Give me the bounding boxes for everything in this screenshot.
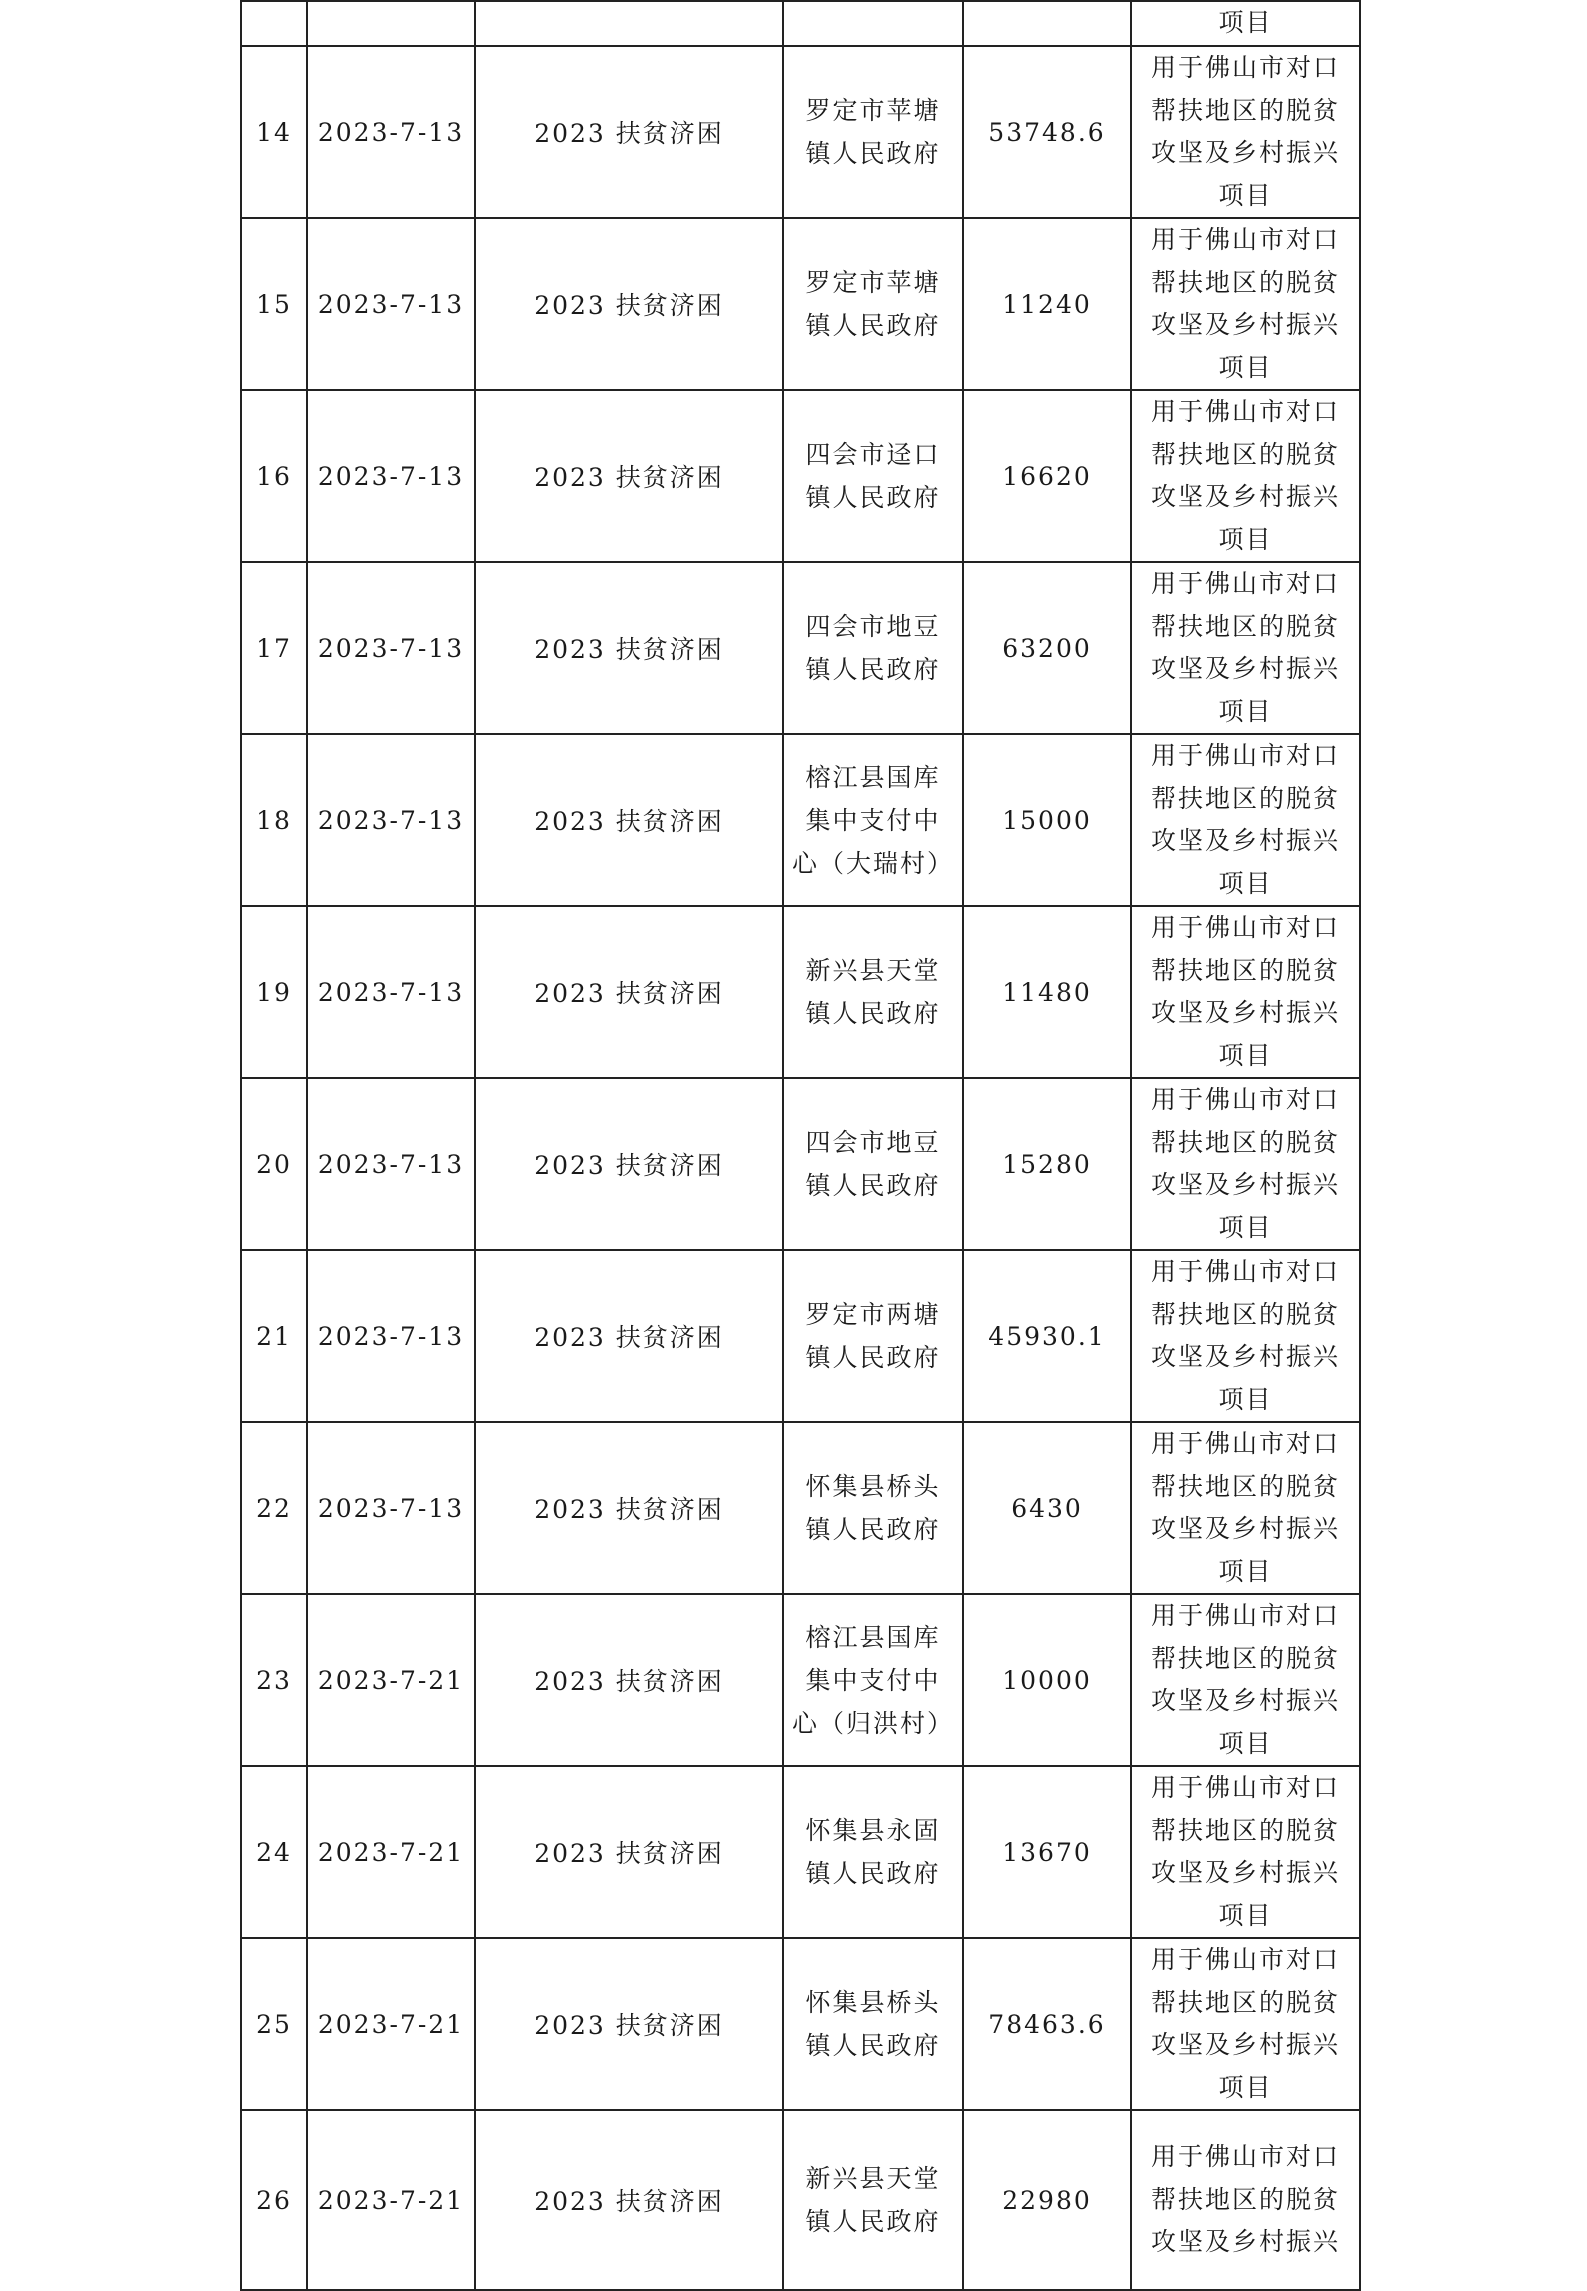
table-row [241, 1250, 1360, 1422]
payee-line: 集中支付中 [805, 805, 941, 835]
table-row [241, 2110, 1360, 2290]
cell-purpose [1131, 1422, 1360, 1594]
cell-amount-text: 15000 [1002, 805, 1092, 835]
cell-fund [475, 734, 783, 906]
purpose-line: 项目 [1218, 352, 1273, 382]
cell-no [241, 562, 307, 734]
cell-purpose [1131, 1250, 1360, 1422]
cell-payee [783, 218, 963, 390]
cell-purpose [1131, 2110, 1360, 2290]
table-row [241, 46, 1360, 218]
cell-fund [475, 218, 783, 390]
cell-amount [963, 906, 1131, 1078]
cell-purpose [1131, 1078, 1360, 1250]
cell-date-text: 2023-7-13 [317, 633, 465, 663]
cell-date-text: 2023-7-13 [317, 805, 465, 835]
cell-fund [475, 1078, 783, 1250]
payee-line: 四会市迳口 [805, 440, 941, 469]
cell-no [241, 1766, 307, 1938]
cell-date [307, 1938, 475, 2110]
cell-payee [783, 562, 963, 734]
cell-date [307, 1, 475, 46]
purpose-line: 用于佛山市对口 [1150, 569, 1340, 598]
purpose-line: 项目 [1218, 868, 1273, 898]
table-row [241, 734, 1360, 906]
cell-payee [783, 1938, 963, 2110]
cell-fund [475, 1422, 783, 1594]
payee-line: 怀集县永固 [805, 1816, 941, 1845]
payee-line: 镇人民政府 [805, 1343, 941, 1372]
payee-line: 四会市地豆 [805, 1128, 941, 1157]
purpose-line: 用于佛山市对口 [1150, 225, 1340, 254]
payee-line: 镇人民政府 [805, 2031, 941, 2060]
cell-amount [963, 2110, 1131, 2290]
purpose-line: 攻坚及乡村振兴 [1150, 138, 1340, 167]
table-row [241, 390, 1360, 562]
cell-fund [475, 1250, 783, 1422]
purpose-line: 攻坚及乡村振兴 [1150, 998, 1340, 1027]
cell-no-text: 20 [256, 1149, 292, 1179]
purpose-line: 项目 [1218, 8, 1273, 38]
purpose-line: 用于佛山市对口 [1150, 1773, 1340, 1802]
purpose-line: 帮扶地区的脱贫 [1150, 439, 1340, 469]
donation-ledger-table [240, 0, 1361, 2291]
cell-amount-text: 11240 [1002, 289, 1092, 319]
payee-line: 镇人民政府 [805, 1515, 941, 1544]
purpose-line: 攻坚及乡村振兴 [1150, 1342, 1340, 1371]
cell-fund [475, 1594, 783, 1766]
cell-fund [475, 390, 783, 562]
cell-no-text: 14 [256, 117, 292, 147]
cell-no-text: 18 [256, 805, 292, 835]
purpose-line: 帮扶地区的脱贫 [1150, 2184, 1340, 2214]
cell-no [241, 1594, 307, 1766]
cell-fund [475, 906, 783, 1078]
cell-payee [783, 2110, 963, 2290]
payee-line: 榕江县国库 [805, 1622, 941, 1652]
cell-amount-text: 53748.6 [988, 117, 1106, 147]
payee-line: 镇人民政府 [805, 2207, 941, 2236]
cell-payee [783, 46, 963, 218]
ledger-body [241, 1, 1360, 2290]
purpose-line: 项目 [1218, 1384, 1273, 1414]
cell-date-text: 2023-7-13 [317, 1149, 465, 1179]
table-row [241, 1938, 1360, 2110]
payee-line: 镇人民政府 [805, 311, 941, 340]
cell-amount-text: 15280 [1002, 1149, 1092, 1179]
payee-line: 新兴县天堂 [805, 2164, 941, 2193]
purpose-line: 项目 [1218, 524, 1273, 554]
cell-amount-text: 13670 [1002, 1837, 1092, 1867]
cell-date [307, 1594, 475, 1766]
cell-date-text: 2023-7-21 [317, 1837, 465, 1867]
cell-payee [783, 1422, 963, 1594]
purpose-line: 帮扶地区的脱贫 [1150, 1643, 1340, 1673]
payee-line: 镇人民政府 [805, 1859, 941, 1888]
cell-no-text: 24 [256, 1837, 292, 1867]
cell-no [241, 1, 307, 46]
cell-fund-text: 2023 扶贫济困 [534, 807, 724, 836]
purpose-line: 帮扶地区的脱贫 [1150, 1127, 1340, 1157]
cell-no [241, 906, 307, 1078]
purpose-line: 帮扶地区的脱贫 [1150, 267, 1340, 297]
cell-fund [475, 1766, 783, 1938]
purpose-line: 帮扶地区的脱贫 [1150, 1987, 1340, 2017]
cell-purpose [1131, 562, 1360, 734]
purpose-line: 用于佛山市对口 [1150, 741, 1340, 770]
cell-no [241, 734, 307, 906]
cell-fund-text: 2023 扶贫济困 [534, 1839, 724, 1868]
cell-date-text: 2023-7-13 [317, 117, 465, 147]
cell-no-text: 17 [256, 633, 292, 663]
purpose-line: 用于佛山市对口 [1150, 1429, 1340, 1458]
purpose-line: 帮扶地区的脱贫 [1150, 1299, 1340, 1329]
cell-no-text: 25 [256, 2009, 292, 2039]
cell-date-text: 2023-7-13 [317, 1493, 465, 1523]
payee-line: 集中支付中 [805, 1665, 941, 1695]
table-row-continued [241, 1, 1360, 46]
payee-line: 心（归洪村） [791, 1708, 954, 1738]
payee-line: 心（大瑞村） [791, 848, 954, 878]
cell-no [241, 390, 307, 562]
cell-no [241, 1938, 307, 2110]
payee-line: 罗定市两塘 [805, 1300, 941, 1329]
purpose-line: 用于佛山市对口 [1150, 1601, 1340, 1630]
cell-payee [783, 1594, 963, 1766]
cell-amount-text: 78463.6 [988, 2009, 1106, 2039]
cell-no [241, 1422, 307, 1594]
purpose-line: 用于佛山市对口 [1150, 1257, 1340, 1286]
cell-purpose [1131, 46, 1360, 218]
purpose-line: 帮扶地区的脱贫 [1150, 95, 1340, 125]
cell-amount [963, 1422, 1131, 1594]
table-row [241, 906, 1360, 1078]
cell-date [307, 734, 475, 906]
cell-date-text: 2023-7-13 [317, 977, 465, 1007]
cell-purpose [1131, 906, 1360, 1078]
cell-date [307, 562, 475, 734]
cell-payee [783, 390, 963, 562]
payee-line: 罗定市苹塘 [805, 268, 941, 297]
cell-fund [475, 46, 783, 218]
purpose-line: 攻坚及乡村振兴 [1150, 482, 1340, 511]
cell-purpose [1131, 1594, 1360, 1766]
purpose-line: 项目 [1218, 2072, 1273, 2102]
cell-purpose [1131, 1766, 1360, 1938]
cell-payee [783, 1, 963, 46]
cell-amount-text: 10000 [1002, 1665, 1092, 1695]
cell-date [307, 1766, 475, 1938]
cell-fund-text: 2023 扶贫济困 [534, 1495, 724, 1524]
cell-payee [783, 1766, 963, 1938]
cell-no [241, 1078, 307, 1250]
cell-purpose [1131, 1938, 1360, 2110]
cell-date [307, 46, 475, 218]
cell-fund-text: 2023 扶贫济困 [534, 2011, 724, 2040]
payee-line: 四会市地豆 [805, 612, 941, 641]
cell-date-text: 2023-7-21 [317, 2009, 465, 2039]
cell-no [241, 2110, 307, 2290]
cell-fund-text: 2023 扶贫济困 [534, 1323, 724, 1352]
cell-amount [963, 1594, 1131, 1766]
payee-line: 镇人民政府 [805, 1171, 941, 1200]
cell-date [307, 1250, 475, 1422]
purpose-line: 项目 [1218, 1556, 1273, 1586]
purpose-line: 攻坚及乡村振兴 [1150, 1514, 1340, 1543]
purpose-line: 攻坚及乡村振兴 [1150, 1170, 1340, 1199]
cell-payee [783, 1078, 963, 1250]
cell-fund [475, 1938, 783, 2110]
cell-fund-text: 2023 扶贫济困 [534, 291, 724, 320]
cell-no [241, 1250, 307, 1422]
cell-amount [963, 1078, 1131, 1250]
cell-date [307, 1078, 475, 1250]
cell-amount [963, 1938, 1131, 2110]
purpose-line: 攻坚及乡村振兴 [1150, 1858, 1340, 1887]
purpose-line: 攻坚及乡村振兴 [1150, 654, 1340, 683]
purpose-line: 用于佛山市对口 [1150, 2142, 1340, 2172]
cell-purpose [1131, 390, 1360, 562]
cell-amount-text: 11480 [1002, 977, 1092, 1007]
cell-no-text: 23 [256, 1665, 292, 1695]
payee-line: 怀集县桥头 [805, 1988, 941, 2017]
table-row [241, 218, 1360, 390]
cell-no [241, 218, 307, 390]
cell-fund-text: 2023 扶贫济困 [534, 2187, 724, 2216]
purpose-line: 项目 [1218, 696, 1273, 726]
purpose-line: 攻坚及乡村振兴 [1150, 2030, 1340, 2059]
cell-no-text: 16 [256, 461, 292, 491]
table-row [241, 562, 1360, 734]
cell-fund-text: 2023 扶贫济困 [534, 1667, 724, 1696]
cell-no-text: 22 [256, 1493, 292, 1523]
cell-date-text: 2023-7-21 [317, 1665, 465, 1695]
cell-amount [963, 734, 1131, 906]
cell-amount [963, 1, 1131, 46]
cell-amount [963, 390, 1131, 562]
cell-date [307, 218, 475, 390]
cell-amount [963, 46, 1131, 218]
cell-amount-text: 6430 [1011, 1493, 1083, 1523]
table-row [241, 1422, 1360, 1594]
cell-amount [963, 218, 1131, 390]
cell-date [307, 1422, 475, 1594]
purpose-line: 帮扶地区的脱贫 [1150, 955, 1340, 985]
payee-line: 镇人民政府 [805, 999, 941, 1028]
purpose-line: 用于佛山市对口 [1150, 53, 1340, 82]
cell-fund-text: 2023 扶贫济困 [534, 979, 724, 1008]
payee-line: 镇人民政府 [805, 139, 941, 168]
cell-fund-text: 2023 扶贫济困 [534, 463, 724, 492]
cell-purpose [1131, 734, 1360, 906]
cell-payee [783, 734, 963, 906]
cell-amount-text: 16620 [1002, 461, 1092, 491]
cell-date [307, 2110, 475, 2290]
purpose-line: 帮扶地区的脱贫 [1150, 611, 1340, 641]
cell-purpose [1131, 218, 1360, 390]
payee-line: 榕江县国库 [805, 762, 941, 792]
payee-line: 怀集县桥头 [805, 1472, 941, 1501]
purpose-line: 帮扶地区的脱贫 [1150, 1815, 1340, 1845]
cell-no [241, 46, 307, 218]
cell-amount [963, 562, 1131, 734]
cell-fund-text: 2023 扶贫济困 [534, 1151, 724, 1180]
cell-amount [963, 1766, 1131, 1938]
cell-purpose [1131, 1, 1360, 46]
cell-date-text: 2023-7-13 [317, 461, 465, 491]
purpose-line: 项目 [1218, 1728, 1273, 1758]
table-row [241, 1766, 1360, 1938]
purpose-line: 用于佛山市对口 [1150, 397, 1340, 426]
purpose-line: 项目 [1218, 1040, 1273, 1070]
payee-line: 罗定市苹塘 [805, 96, 941, 125]
purpose-line: 攻坚及乡村振兴 [1150, 2227, 1340, 2257]
purpose-line: 攻坚及乡村振兴 [1150, 310, 1340, 339]
cell-amount-text: 45930.1 [988, 1321, 1106, 1351]
cell-date [307, 390, 475, 562]
cell-fund [475, 2110, 783, 2290]
purpose-line: 项目 [1218, 1900, 1273, 1930]
purpose-line: 用于佛山市对口 [1150, 1085, 1340, 1114]
table-row [241, 1594, 1360, 1766]
cell-amount [963, 1250, 1131, 1422]
payee-line: 镇人民政府 [805, 655, 941, 684]
purpose-line: 项目 [1218, 1212, 1273, 1242]
purpose-line: 用于佛山市对口 [1150, 1945, 1340, 1974]
ledger-page [240, 0, 1359, 2291]
payee-line: 镇人民政府 [805, 483, 941, 512]
cell-date [307, 906, 475, 1078]
purpose-line: 项目 [1218, 180, 1273, 210]
cell-date-text: 2023-7-21 [317, 2185, 465, 2215]
cell-fund-text: 2023 扶贫济困 [534, 119, 724, 148]
cell-amount-text: 22980 [1002, 2185, 1092, 2215]
cell-fund [475, 1, 783, 46]
cell-payee [783, 1250, 963, 1422]
cell-no-text: 15 [256, 289, 292, 319]
cell-no-text: 19 [256, 977, 292, 1007]
cell-amount-text: 63200 [1002, 633, 1092, 663]
cell-fund [475, 562, 783, 734]
cell-date-text: 2023-7-13 [317, 1321, 465, 1351]
cell-no-text: 26 [256, 2185, 292, 2215]
purpose-line: 帮扶地区的脱贫 [1150, 1471, 1340, 1501]
cell-fund-text: 2023 扶贫济困 [534, 635, 724, 664]
purpose-line: 用于佛山市对口 [1150, 913, 1340, 942]
cell-date-text: 2023-7-13 [317, 289, 465, 319]
cell-no-text: 21 [256, 1321, 292, 1351]
purpose-line: 帮扶地区的脱贫 [1150, 783, 1340, 813]
purpose-line: 攻坚及乡村振兴 [1150, 1686, 1340, 1715]
payee-line: 新兴县天堂 [805, 956, 941, 985]
table-row [241, 1078, 1360, 1250]
purpose-line: 攻坚及乡村振兴 [1150, 826, 1340, 855]
cell-payee [783, 906, 963, 1078]
